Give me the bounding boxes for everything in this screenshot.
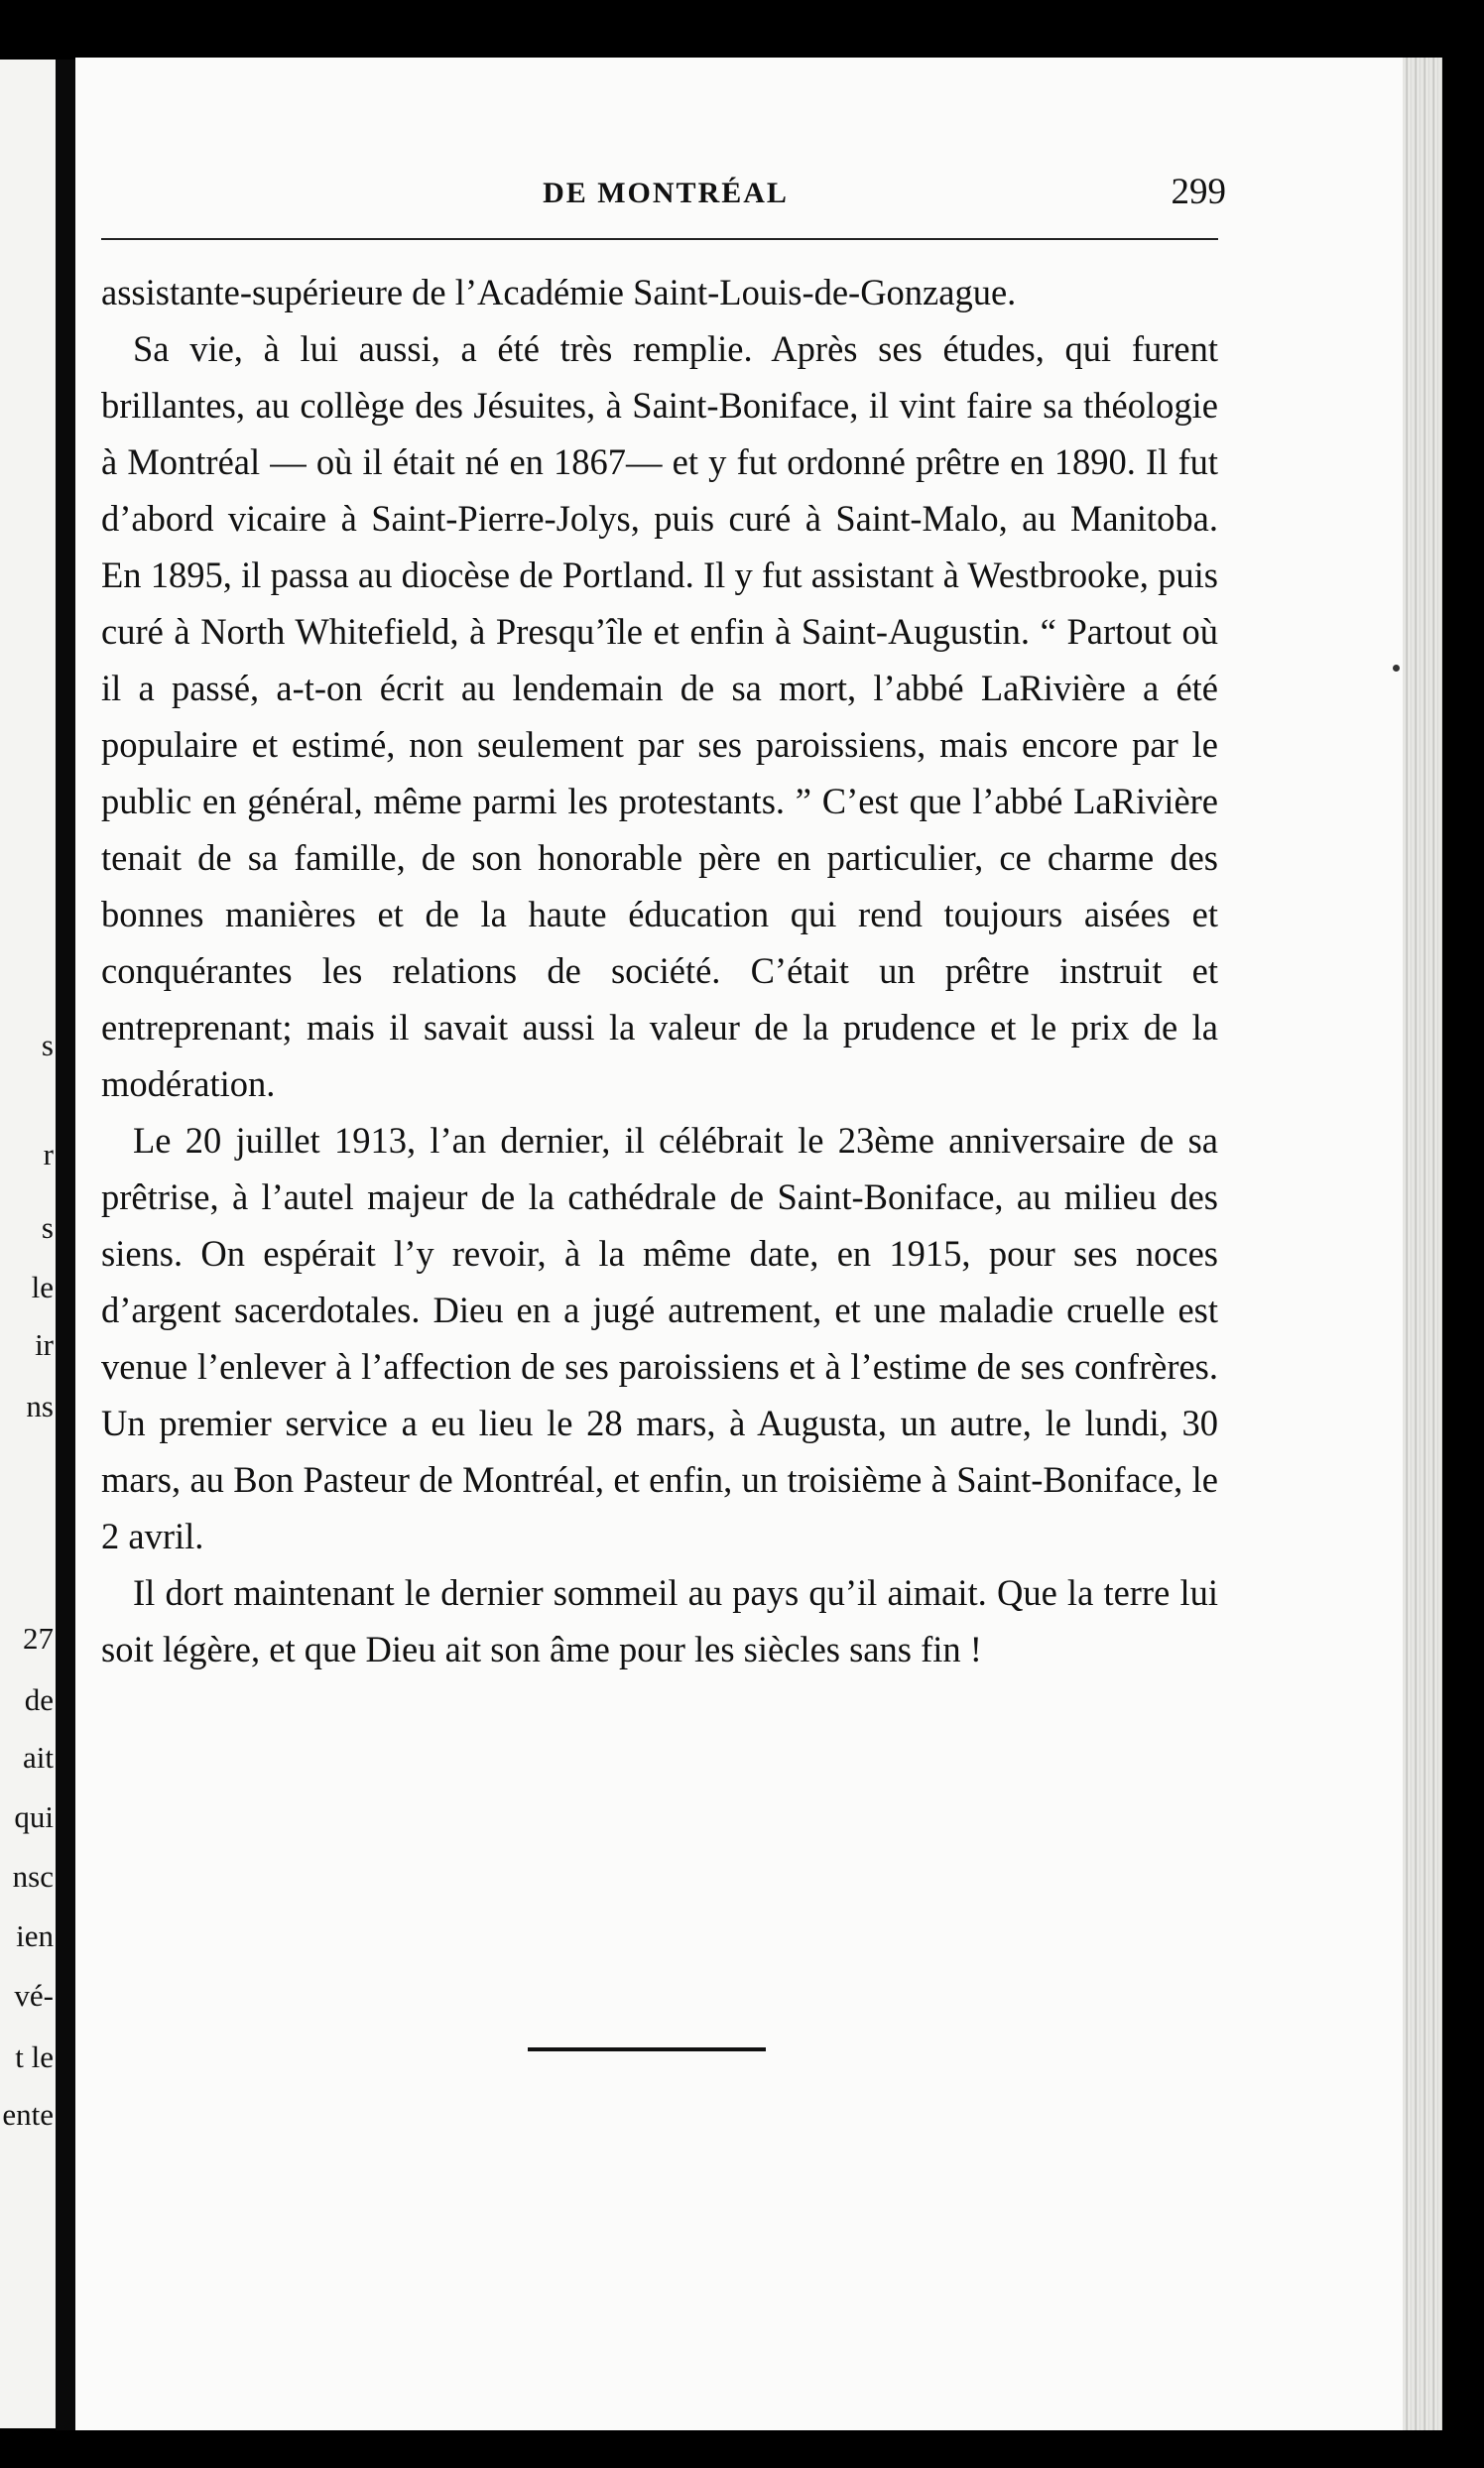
left-page-edge bbox=[0, 60, 56, 2428]
paragraph-anniversary: Le 20 juillet 1913, l’an dernier, il célébrait le 23ème anniversaire de sa prêtrise, à l’autel majeur de la cathédrale de Saint-Boniface, au milieu des siens. On espérait l’y revoir, à la même date, en 1915, pour ses noces d’argent sacerdotales. Dieu en a jugé autrement, et une maladie cruelle est venue l’enlever à l’affection de ses paroissiens et à l’estime de ses confrères. Un premier service a eu lieu le 28 mars, à Augusta, un autre, le lundi, 30 mars, au Bon Pasteur de Montréal, et enfin, un troisième à Saint-Boniface, le 2 avril. bbox=[101, 1120, 1218, 1556]
running-head: DE MONTRÉAL bbox=[543, 177, 789, 209]
right-page-edges bbox=[1403, 58, 1442, 2430]
paragraph-closing: Il dort maintenant le dernier sommeil au pays qu’il aimait. Que la terre lui soit légère, et que Dieu ait son âme pour les siècles sans fin ! bbox=[101, 1572, 1218, 1669]
header-rule bbox=[101, 238, 1218, 240]
body-text bbox=[101, 264, 1218, 1677]
left-page-fragment: de bbox=[24, 1682, 54, 1717]
end-rule bbox=[528, 2047, 766, 2051]
left-page-fragment: s bbox=[41, 1210, 54, 1245]
paragraph-life: Sa vie, à lui aussi, a été très remplie. Après ses études, qui furent brillantes, au collège des Jésuites, à Saint-Boniface, il vint faire sa théologie à Montréal — où il était né en 1867— et y fut ordonné prêtre en 1890. Il fut d’abord vicaire à Saint-Pierre-Jolys, puis curé à Saint-Malo, au Manitoba. En 1895, il passa au diocèse de Portland. Il y fut assistant à Westbrooke, puis curé à North Whitefield, à Presqu’île et enfin à Saint-Augustin. “ Partout où il a passé, a-t-on écrit au lendemain de sa mort, l’abbé LaRivière a été populaire et estimé, non seulement par ses paroissiens, mais encore par le public en général, même parmi les protestants. ” C’est que l’abbé LaRivière tenait de sa famille, de son honorable père en particulier, ce charme des bonnes manières et de la haute éducation qui rend toujours aisées et conquérantes les relations de société. C’était un prêtre instruit et entreprenant; mais il savait aussi la valeur de la prudence et le prix de la modération. bbox=[101, 328, 1218, 1104]
speck-mark bbox=[1393, 665, 1400, 672]
left-page-fragment: r bbox=[43, 1137, 54, 1172]
left-page-fragment: le bbox=[31, 1270, 54, 1304]
book-page bbox=[75, 58, 1403, 2430]
page-number: 299 bbox=[1171, 172, 1226, 212]
left-page-fragment: s bbox=[41, 1028, 54, 1062]
left-page-fragment: nsc bbox=[12, 1859, 54, 1894]
left-page-fragment: ns bbox=[26, 1389, 54, 1423]
left-page-fragment: qui bbox=[14, 1799, 54, 1834]
left-page-fragment: vé- bbox=[14, 1978, 54, 2013]
left-page-fragment: ait bbox=[23, 1740, 54, 1775]
book-binding bbox=[56, 60, 75, 2430]
paragraph-continuation: assistante-supérieure de l’Académie Saint-Louis-de-Gonzague. bbox=[101, 272, 1017, 312]
page-header bbox=[105, 172, 1226, 236]
left-page-fragment: ien bbox=[16, 1918, 54, 1953]
left-page-fragment: ir bbox=[35, 1327, 54, 1362]
left-page-fragment: 27 bbox=[23, 1621, 54, 1656]
left-page-fragment: ente bbox=[2, 2097, 54, 2132]
left-page-fragment: t le bbox=[15, 2039, 54, 2074]
left-page-fragments bbox=[0, 60, 56, 2428]
